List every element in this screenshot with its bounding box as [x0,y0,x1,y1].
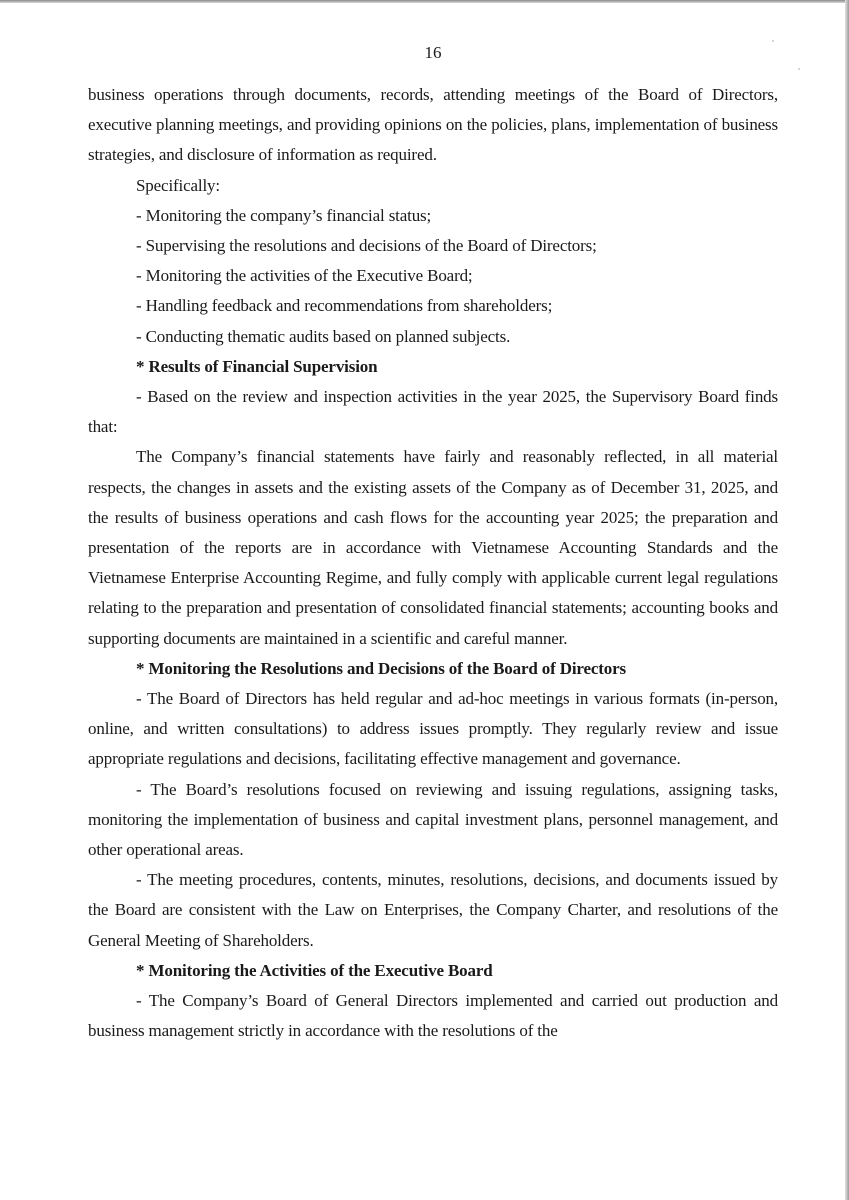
paragraph-continuation: business operations through documents, records, attending meetings of the Board of Directors, executive planning meetings, and providing opinions on the policies, plans, implementation of business strategies, and disclosure of information as required. [88,85,778,165]
paragraph: The Company’s financial statements have fairly and reasonably reflected, in all material respects, the changes in assets and the existing assets of the Company as of December 31, 2025, and the results of business operations and cash flows for the accounting year 2025; the preparation and presentation of the reports are in accordance with Vietnamese Accounting Standards and the Vietnamese Enterprise Accounting Regime, and fully comply with applicable current legal regulations relating to the preparation and presentation of consolidated financial statements; accounting books and supporting documents are maintained in a scientific and careful manner. [88,447,778,648]
section-heading-board-resolutions: * Monitoring the Resolutions and Decisions of the Board of Directors [136,658,627,678]
list-item: - Conducting thematic audits based on planned subjects. [136,326,511,346]
scan-right-edge [845,0,849,1200]
faded-stamp-mark [831,720,843,850]
list-item: - Monitoring the company’s financial status; [136,205,432,225]
paragraph: - The Board’s resolutions focused on reviewing and issuing regulations, assigning tasks, monitoring the implementation of business and capital investment plans, personnel management, and other operational areas. [88,779,778,860]
scan-speck [772,40,774,42]
page-number: 16 [424,43,442,62]
document-body [88,80,778,1047]
scan-top-edge [0,0,849,3]
paragraph: - The meeting procedures, contents, minutes, resolutions, decisions, and documents issued by the Board are consistent with the Law on Enterprises, the Company Charter, and resolutions of the General Meeting of Shareholders. [88,870,778,950]
list-item: - Handling feedback and recommendations from shareholders; [136,296,553,316]
paragraph: - The Company’s Board of General Directors implemented and carried out production and business management strictly in accordance with the resolutions of the [88,991,778,1041]
list-item: - Monitoring the activities of the Executive Board; [136,266,473,286]
section-heading-financial-supervision: * Results of Financial Supervision [136,356,378,376]
paragraph: - The Board of Directors has held regular and ad-hoc meetings in various formats (in-person, online, and written consultations) to address issues promptly. They regularly review and issue appropriate regulations and decisions, facilitating effective management and governance. [88,689,778,769]
paragraph: - Based on the review and inspection activities in the year 2025, the Supervisory Board finds that: [88,387,778,437]
section-heading-executive-board: * Monitoring the Activities of the Executive Board [136,960,493,980]
list-intro: Specifically: [136,175,220,195]
scan-speck [798,68,800,70]
list-item: - Supervising the resolutions and decisions of the Board of Directors; [136,236,597,256]
